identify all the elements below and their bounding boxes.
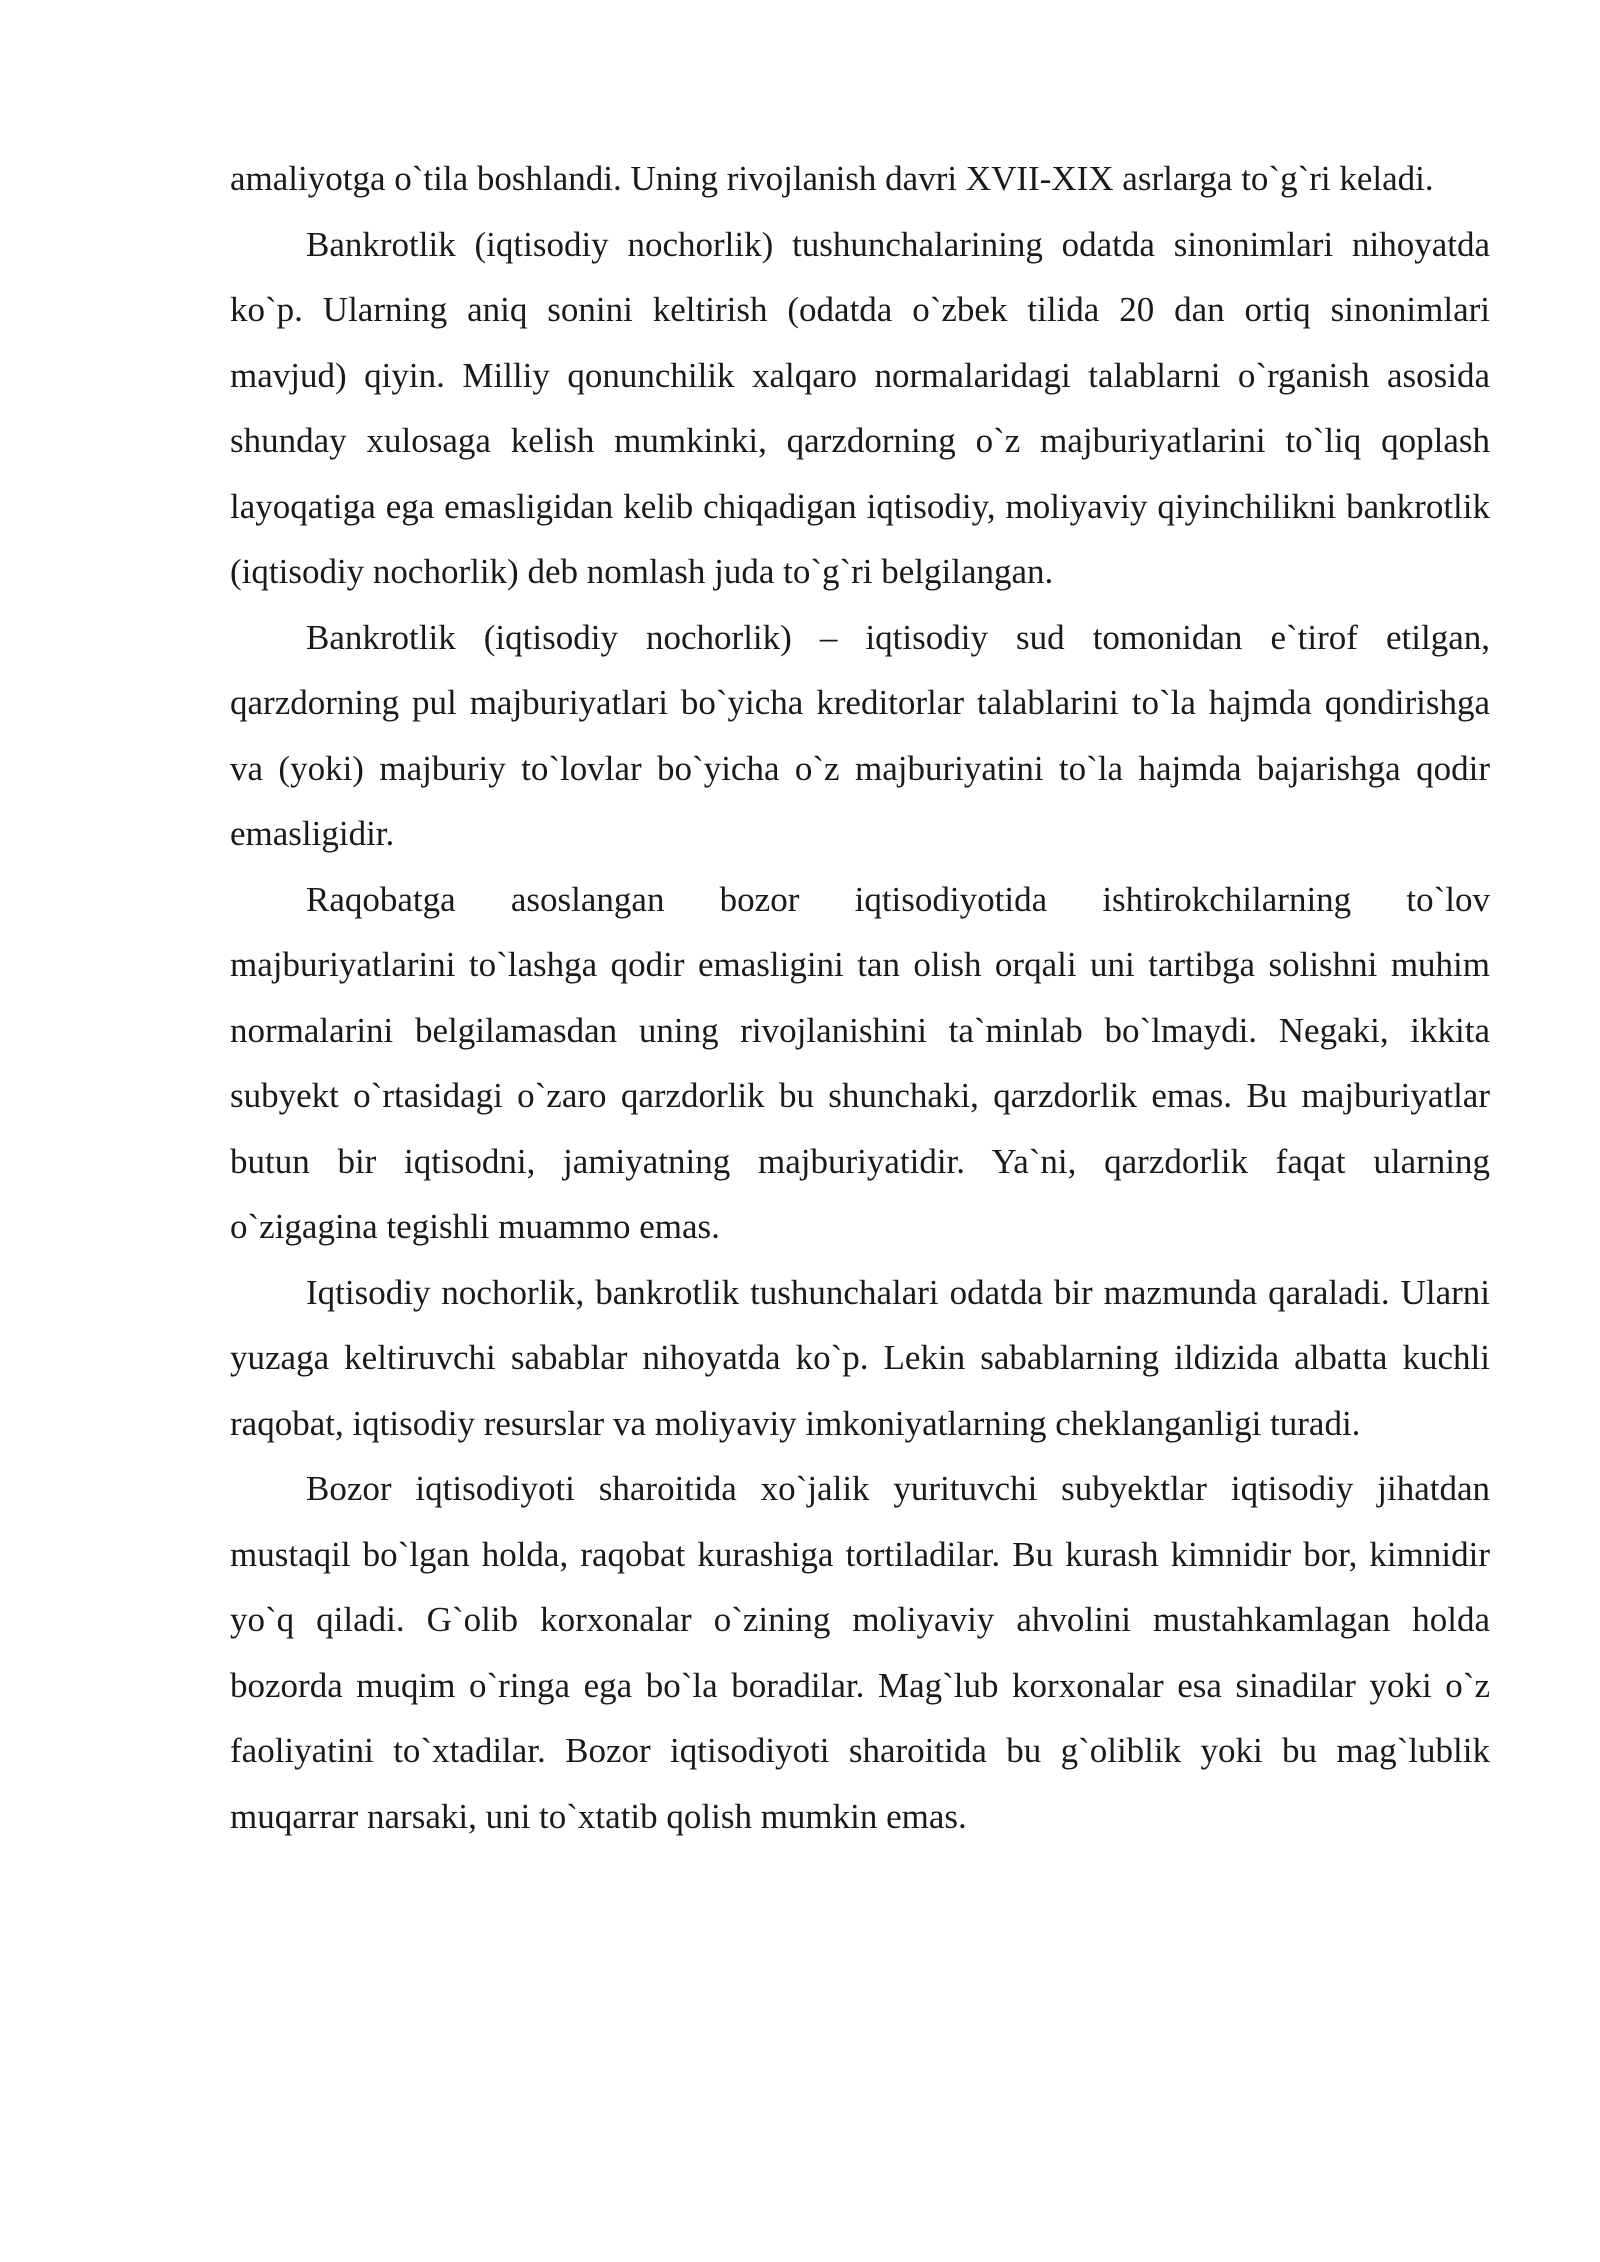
paragraph-continuation: amaliyotga o`tila boshlandi. Uning rivojlanish davri XVII-XIX asrlarga to`g`ri keladi. — [230, 159, 1434, 198]
paragraph-market-competition: Raqobatga asoslangan bozor iqtisodiyotida ishtirokchilarning to`lov majburiyatlarini to`lashga qodir emasligini tan olish orqali uni tartibga solishni muhim normalarini belgilamasdan uning rivojlanishini ta`minlab bo`lmaydi. Negaki, ikkita subyekt o`rtasidagi o`zaro qarzdorlik bu shunchaki, qarzdorlik emas. Bu majburiyatlar butun bir iqtisodni, jamiyatning majburiyatidir. Ya`ni, qarzdorlik faqat ularning o`zigagina tegishli muammo emas. — [230, 879, 1490, 1246]
document-body — [230, 146, 1490, 1849]
paragraph-insolvency-causes: Iqtisodiy nochorlik, bankrotlik tushunchalari odatda bir mazmunda qaraladi. Ularni yuzaga keltiruvchi sabablar nihoyatda ko`p. Lekin sabablarning ildizida albatta kuchli raqobat, iqtisodiy resurslar va moliyaviy imkoniyatlarning cheklanganligi turadi. — [230, 1272, 1490, 1443]
paragraph-bankruptcy-definition: Bankrotlik (iqtisodiy nochorlik) – iqtisodiy sud tomonidan e`tirof etilgan, qarzdorning pul majburiyatlari bo`yicha kreditorlar talablarini to`la hajmda qondirishga va (yoki) majburiy to`lovlar bo`yicha o`z majburiyatini to`la hajmda bajarishga qodir emasligidir. — [230, 617, 1490, 853]
paragraph-bankruptcy-synonyms: Bankrotlik (iqtisodiy nochorlik) tushunchalarining odatda sinonimlari nihoyatda ko`p. Ularning aniq sonini keltirish (odatda o`zbek tilida 20 dan ortiq sinonimlari mavjud) qiyin. Milliy qonunchilik xalqaro normalaridagi talablarni o`rganish asosida shunday xulosaga kelish mumkinki, qarzdorning o`z majburiyatlarini to`liq qoplash layoqatiga ega emasligidan kelib chiqadigan iqtisodiy, moliyaviy qiyinchilikni bankrotlik (iqtisodiy nochorlik) deb nomlash juda to`g`ri belgilangan. — [230, 224, 1490, 591]
paragraph-market-economy: Bozor iqtisodiyoti sharoitida xo`jalik yurituvchi subyektlar iqtisodiy jihatdan mustaqil bo`lgan holda, raqobat kurashiga tortiladilar. Bu kurash kimnidir bor, kimnidir yo`q qiladi. G`olib korxonalar o`zining moliyaviy ahvolini mustahkamlagan holda bozorda muqim o`ringa ega bo`la boradilar. Mag`lub korxonalar esa sinadilar yoki o`z faoliyatini to`xtadilar. Bozor iqtisodiyoti sharoitida bu g`oliblik yoki bu mag`lublik muqarrar narsaki, uni to`xtatib qolish mumkin emas. — [230, 1469, 1490, 1836]
